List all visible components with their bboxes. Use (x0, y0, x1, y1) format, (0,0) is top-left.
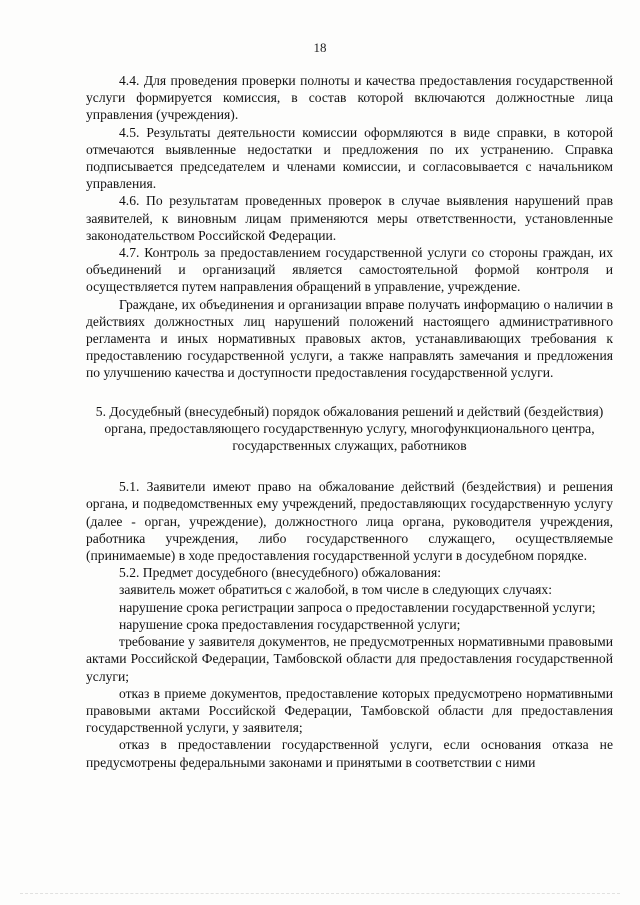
paragraph-4-6: 4.6. По результатам проведенных проверок в случае выявления нарушений прав заявителей, к виновным лицам применяются меры ответственности, установленные законодательством Российской Федерации. (86, 193, 613, 243)
paragraph-5-2: 5.2. Предмет досудебного (внесудебного) обжалования: (119, 565, 442, 581)
paragraph-4-4: 4.4. Для проведения проверки полноты и качества предоставления государственной услуги формируется комиссия, в состав которой включаются должностные лица управления (учреждения). (86, 73, 613, 123)
section-5-heading: 5. Досудебный (внесудебный) порядок обжалования решений и действий (бездействия) органа, предоставляющего государственную услугу, многофункционального центра, государственных служащих, работников (95, 403, 604, 454)
scan-edge-artifact (20, 893, 620, 896)
list-item-service-deadline: нарушение срока предоставления государственной услуги; (119, 616, 461, 632)
paragraph-4-5: 4.5. Результаты деятельности комиссии оформляются в виде справки, в которой отмечаются выявленные недостатки и предложения по их устранению. Справка подписывается председателем и членами комиссии, и согласовывается с начальником управления. (86, 124, 613, 192)
list-item-refusal-service: отказ в предоставлении государственной услуги, если основания отказа не предусмотрены федеральными законами и принятыми в соответствии с ними (86, 737, 613, 770)
paragraph-citizens-rights: Граждане, их объединения и организации вправе получать информацию о наличии в действиях должностных лиц нарушений положений настоящего административного регламента и иных нормативных правовых актов, устанавливающих требования к предоставлению государственной услуги, а также направлять замечания и предложения по улучшению качества и доступности предоставления государственной услуги. (86, 296, 613, 381)
paragraph-4-7: 4.7. Контроль за предоставлением государственной услуги со стороны граждан, их объединений и организаций является самостоятельной формой контроля и осуществляется путем направления обращений в управление, учреждение. (86, 245, 613, 295)
page-number: 18 (313, 40, 327, 55)
paragraph-complaint-cases: заявитель может обратиться с жалобой, в том числе в следующих случаях: (119, 582, 553, 598)
list-item-extra-documents: требование у заявителя документов, не предусмотренных нормативными правовыми актами Российской Федерации, Тамбовской области для предоставления государственной услуги; (86, 634, 613, 684)
document-body (86, 72, 613, 771)
paragraph-5-1: 5.1. Заявители имеют право на обжалование действий (бездействия) и решения органа, и подведомственных ему учреждений, предоставляющих государственную услугу (далее - орган, учреждение), должностного лица органа, руководителя учреждения, работника учреждения, либо государственного служащего, осуществляемые (принимаемые) в ходе предоставления государственной услуги в досудебном порядке. (86, 479, 613, 564)
list-item-refusal-acceptance: отказ в приеме документов, предоставление которых предусмотрено нормативными правовыми актами Российской Федерации, Тамбовской области для предоставления государственной услуги, у заявителя; (86, 685, 613, 736)
list-item-registration-deadline: нарушение срока регистрации запроса о предоставлении государственной услуги; (119, 599, 596, 615)
